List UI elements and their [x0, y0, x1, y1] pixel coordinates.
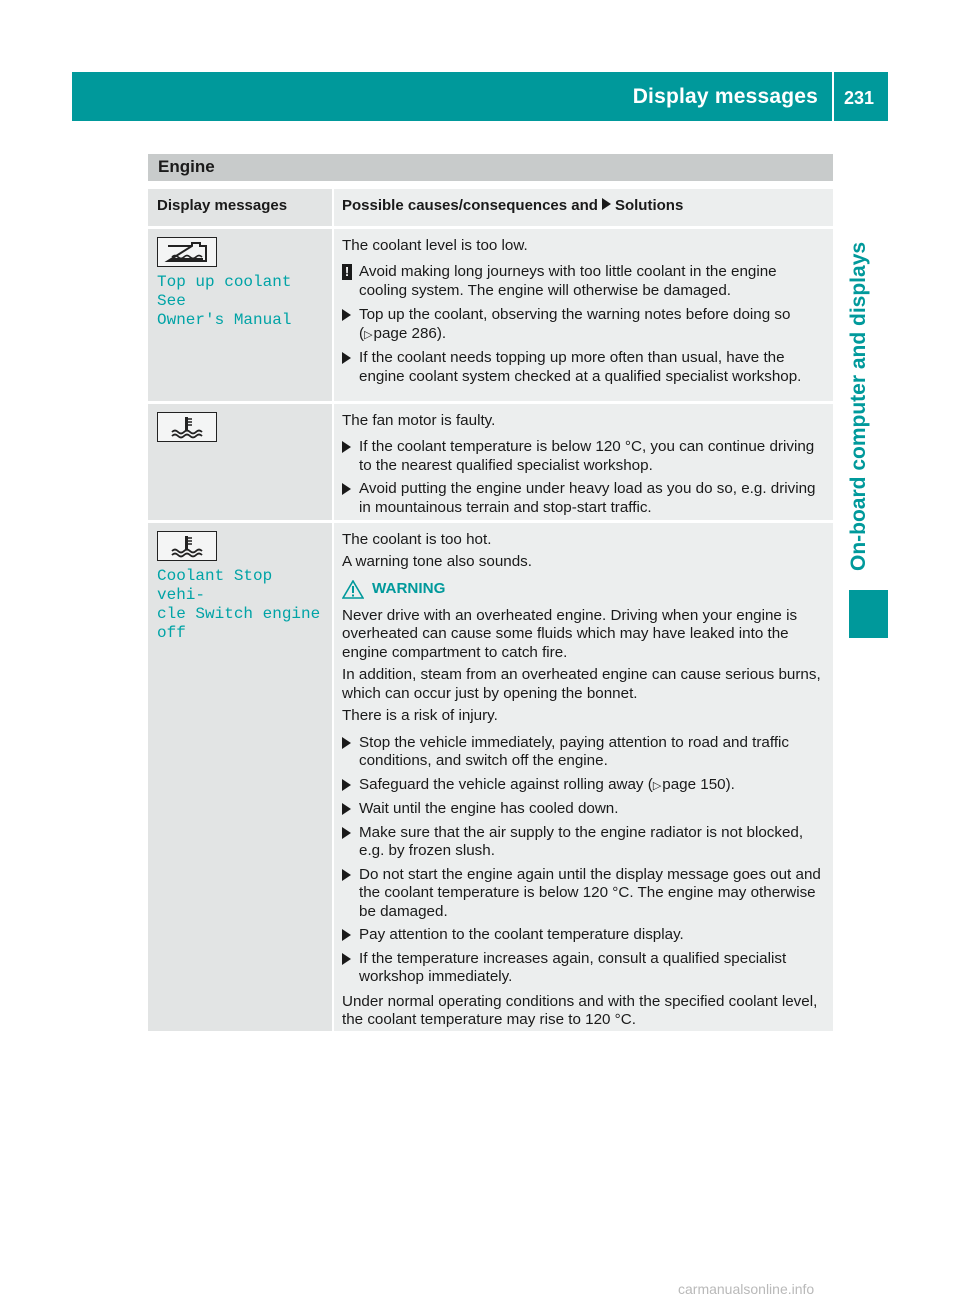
- page-reference-link[interactable]: page 286).: [373, 324, 447, 342]
- step-arrow-icon: [342, 737, 351, 749]
- causes-cell: [334, 404, 833, 520]
- column-header-causes: [334, 189, 833, 226]
- display-message-cell: [148, 404, 334, 520]
- display-message-cell: [148, 523, 334, 1031]
- coolant-temperature-icon: [157, 412, 217, 442]
- step-arrow-icon: [342, 953, 351, 965]
- display-message-cell: [148, 229, 334, 401]
- solution-step: [342, 866, 827, 922]
- step-text: Pay attention to the coolant temperature display.: [359, 926, 684, 943]
- coolant-level-icon: [157, 237, 217, 267]
- step-arrow-icon: [342, 441, 351, 453]
- chapter-tab: On-board computer and displays: [847, 241, 870, 571]
- page-header: [72, 72, 888, 121]
- cause-text: The coolant level is too low.: [342, 236, 528, 254]
- step-text: If the temperature increases again, consult a qualified specialist workshop immediately.: [359, 949, 787, 985]
- section-title: Engine: [148, 154, 833, 181]
- column-header-solutions-text: Solutions: [614, 197, 684, 214]
- step-arrow-icon: [342, 827, 351, 839]
- solution-step: [342, 824, 827, 861]
- solution-step: [342, 480, 827, 517]
- step-text: Stop the vehicle immediately, paying attention to road and traffic conditions, and switch off the engine.: [359, 733, 790, 769]
- step-text: Safeguard the vehicle against rolling away (: [359, 775, 653, 793]
- warning-text: In addition, steam from an overheated engine can cause serious burns, which can occur just by opening the bonnet.: [342, 666, 821, 702]
- page-reference-icon: ▷: [652, 779, 662, 792]
- display-messages-table: [148, 189, 833, 1031]
- warning-label: WARNING: [372, 579, 446, 597]
- column-header-display-messages: Display messages: [148, 189, 334, 226]
- solution-step: [342, 438, 827, 475]
- exclamation-icon: !: [342, 264, 352, 280]
- table-row: [148, 404, 833, 523]
- chapter-marker: [849, 590, 888, 638]
- step-arrow-icon: [342, 803, 351, 815]
- note-text: Avoid making long journeys with too little coolant in the engine cooling system. The engine will otherwise be damaged.: [359, 263, 777, 299]
- solution-step: [342, 734, 827, 771]
- step-text: Avoid putting the engine under heavy load as you do so, e.g. driving in mountainous terrain and stop-start traffic.: [359, 480, 816, 516]
- cause-text: A warning tone also sounds.: [342, 553, 532, 570]
- solution-arrow-icon: [602, 198, 611, 210]
- header-divider: [832, 72, 834, 121]
- step-arrow-icon: [342, 483, 351, 495]
- table-header-row: [148, 189, 833, 229]
- display-message-text: Top up coolant See Owner's Manual: [157, 272, 292, 329]
- solution-step: Top up the coolant, observing the warning notes before doing so (▷page 286).: [342, 306, 827, 344]
- step-text: Make sure that the air supply to the engine radiator is not blocked, e.g. by frozen slush.: [359, 823, 804, 859]
- cause-text: The fan motor is faulty.: [342, 411, 496, 429]
- step-arrow-icon: [342, 869, 351, 881]
- solution-step: [342, 349, 827, 386]
- page-reference-link[interactable]: page 150).: [662, 775, 735, 793]
- step-arrow-icon: [342, 779, 351, 791]
- page-reference-icon: ▷: [364, 328, 373, 341]
- header-title: Display messages: [632, 85, 818, 108]
- table-row: [148, 229, 833, 404]
- warning-text: There is a risk of injury.: [342, 707, 498, 724]
- cause-text: The coolant is too hot.: [342, 530, 492, 548]
- column-header-causes-text: Possible causes/consequences and: [342, 197, 598, 214]
- note-item: [342, 263, 827, 300]
- solution-step: [342, 950, 827, 987]
- page-number: 231: [844, 88, 875, 108]
- step-text: Top up the coolant, observing the warning notes before doing so: [359, 306, 791, 323]
- warning-heading: [342, 580, 827, 599]
- step-text: Do not start the engine again until the display message goes out and the coolant temperature is below 120 °C. The engine may otherwise be damaged.: [359, 865, 821, 920]
- closing-text: Under normal operating conditions and with the specified coolant level, the coolant temperature may rise to 120 °C.: [342, 992, 818, 1028]
- step-text: Wait until the engine has cooled down.: [359, 800, 619, 817]
- warning-triangle-icon: [342, 580, 364, 599]
- display-message-text: Coolant Stop vehi‐ cle Switch engine off: [157, 566, 321, 642]
- coolant-temperature-icon: [157, 531, 217, 561]
- warning-text: Never drive with an overheated engine. Driving when your engine is overheated can cause some fluids which may have leaked into the engine compartment to catch fire.: [342, 606, 798, 661]
- watermark: carmanualsonline.info: [678, 1281, 815, 1297]
- step-text: If the coolant needs topping up more often than usual, have the engine coolant system checked at a qualified specialist workshop.: [359, 349, 802, 385]
- solution-step: [342, 776, 827, 796]
- causes-cell: [334, 523, 833, 1031]
- table-row: [148, 523, 833, 1031]
- step-text: If the coolant temperature is below 120 °C, you can continue driving to the nearest qualified specialist workshop.: [359, 438, 815, 474]
- causes-cell: [334, 229, 833, 401]
- step-arrow-icon: [342, 309, 351, 321]
- step-arrow-icon: [342, 929, 351, 941]
- solution-step: [342, 800, 827, 819]
- step-arrow-icon: [342, 352, 351, 364]
- solution-step: [342, 926, 827, 945]
